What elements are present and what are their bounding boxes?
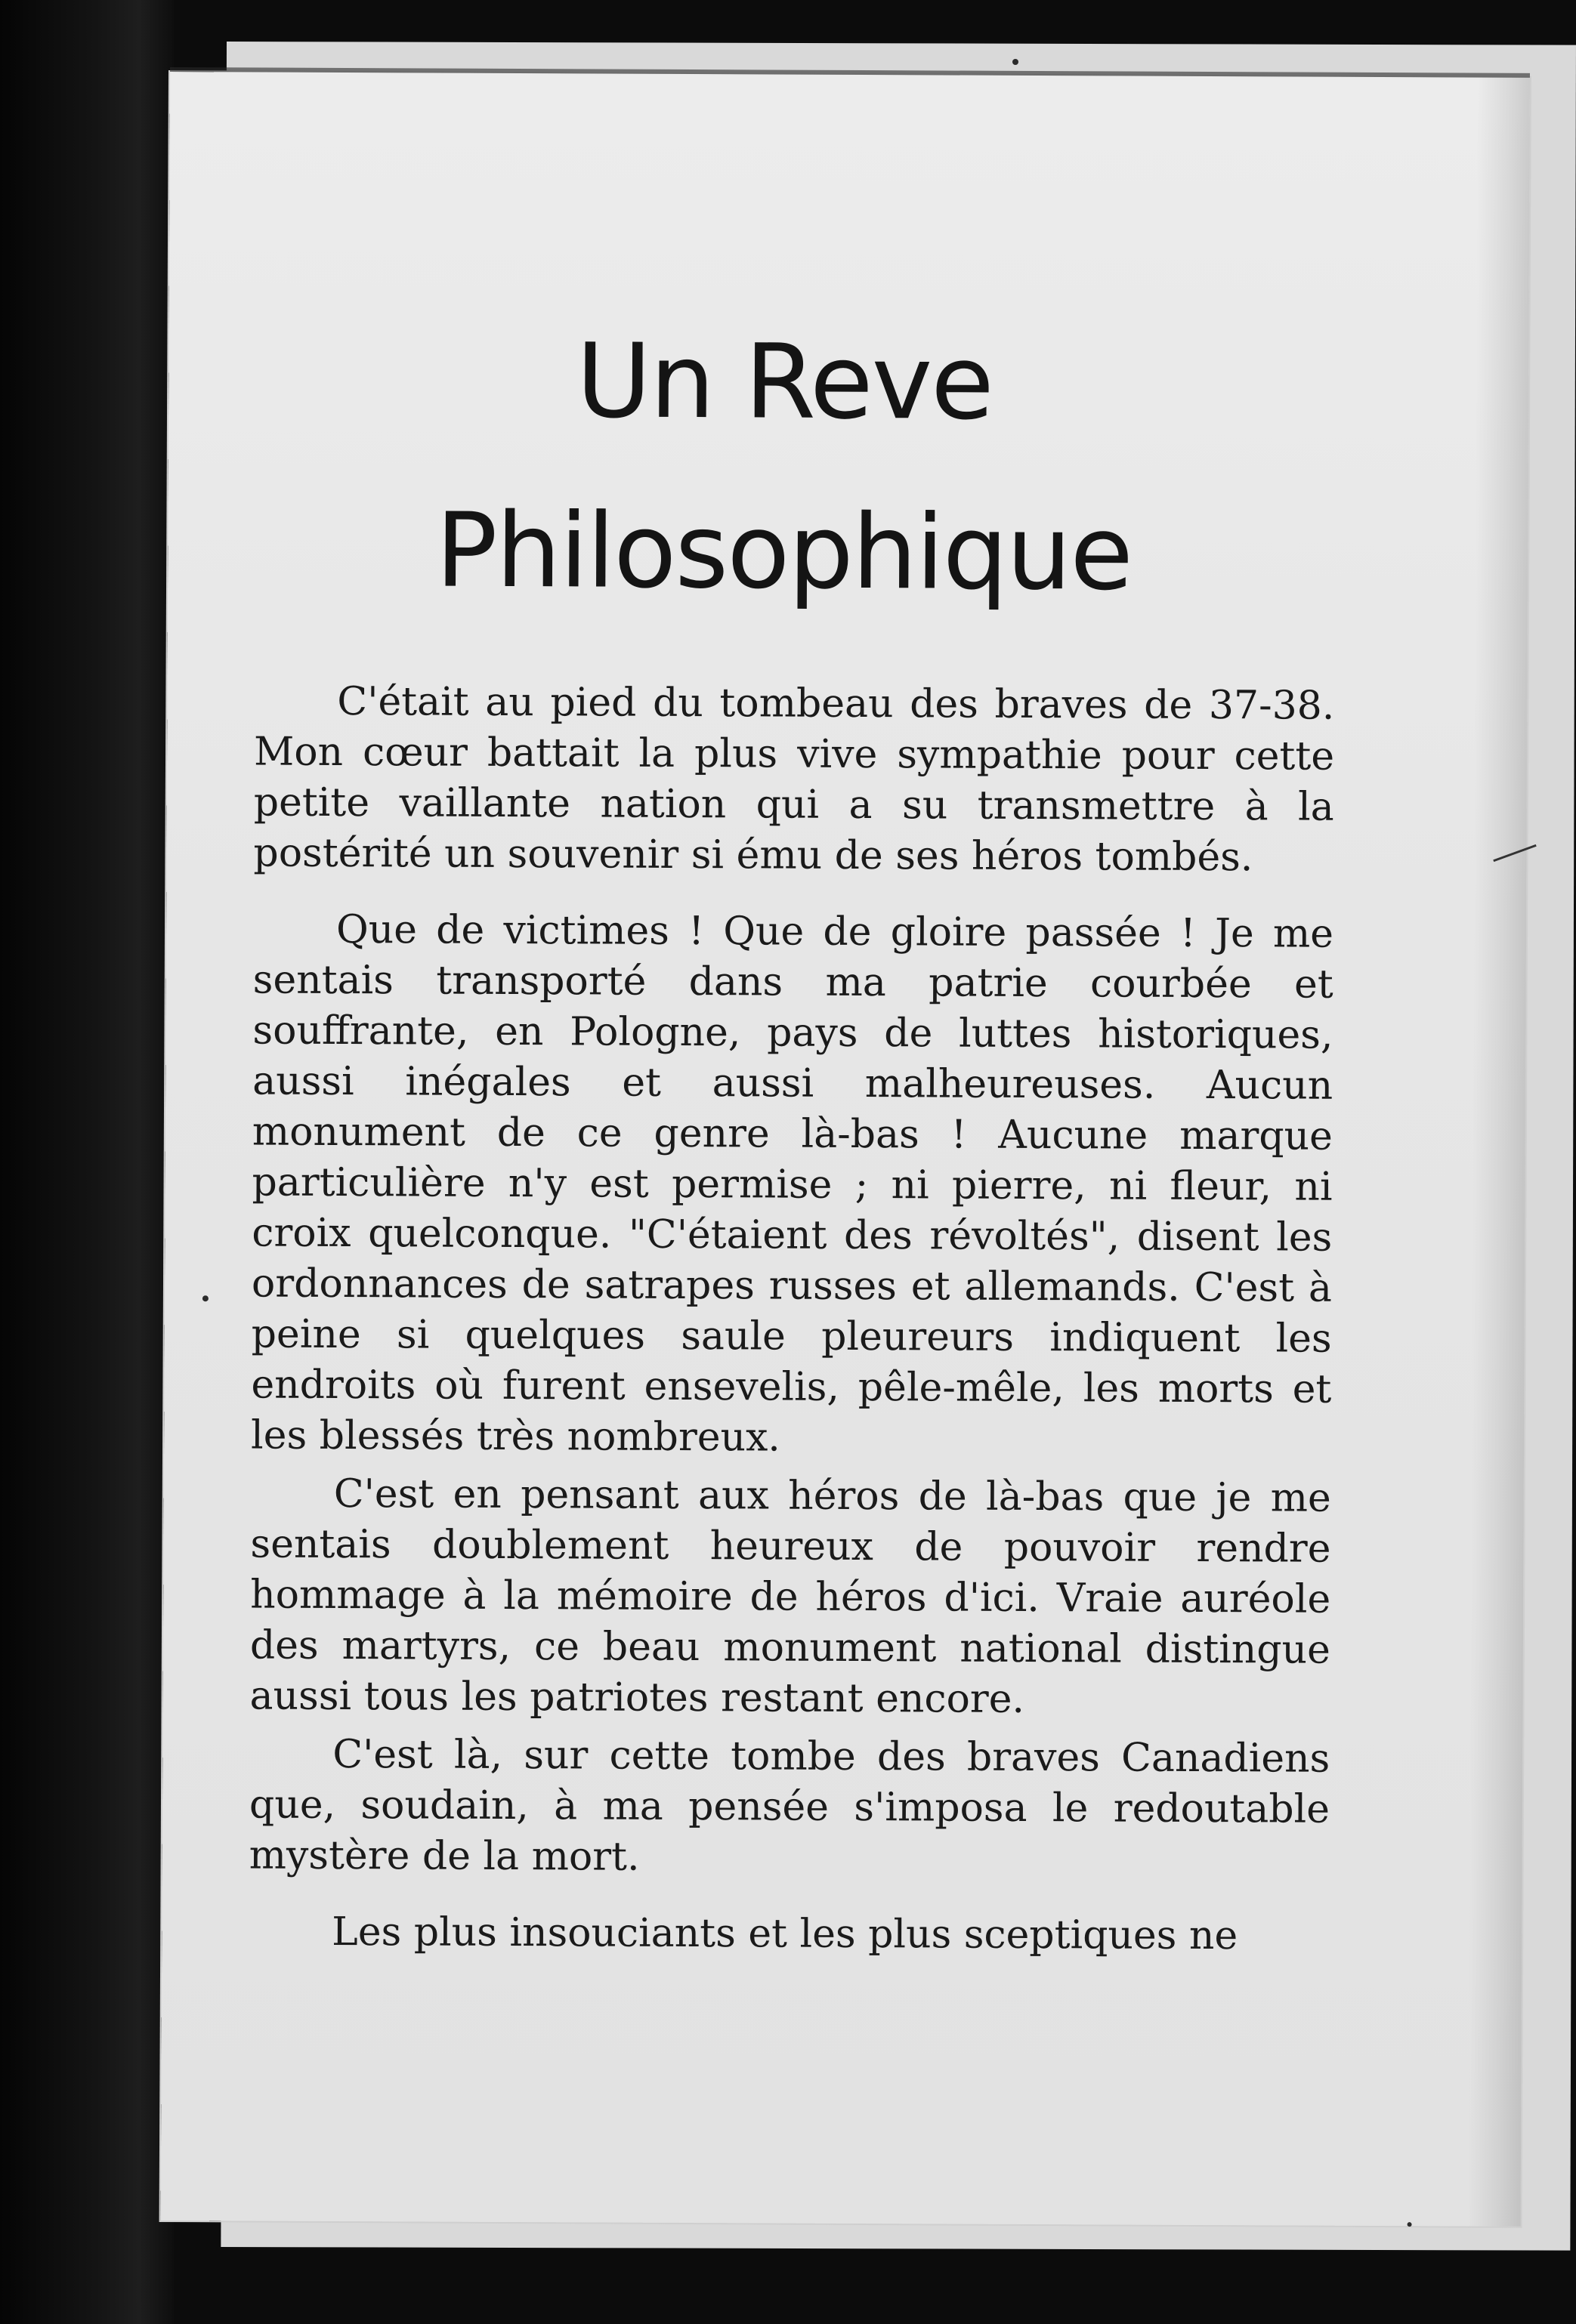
page-fold-shadow xyxy=(1468,78,1530,2227)
title-line-2: Philosophique xyxy=(435,491,1133,614)
paragraph-2: Que de victimes ! Que de gloire passée ! Je me sentais transporté dans ma patrie courbée et souffrante, en Pologne, pays de luttes historiques, aussi inégales et aussi malheureuses. Aucun monument de ce genre là-bas ! Aucune marque particulière n'y est permise ; ni pierre, ni fleur, ni croix quelconque. "C'étaient des révoltés", disent les ordonnances de satrapes russes et allemands. C'est à peine si quelques saule pleureurs indiquent les endroits où furent ensevelis, pêle-mêle, les morts et les blessés très nombreux. xyxy=(250,906,1334,1461)
document-page xyxy=(161,72,1530,2227)
scan-speck xyxy=(1408,2222,1412,2227)
title-line-1: Un Reve xyxy=(576,322,993,443)
body-text xyxy=(249,676,1334,1961)
scan-speck xyxy=(202,1295,209,1301)
scan-left-margin xyxy=(0,0,174,2324)
paragraph-3: C'est en pensant aux héros de là-bas que je me sentais doublement heureux de pouvoir rendre hommage à la mémoire de héros d'ici. Vraie auréole des martyrs, ce beau monument national distingue aussi tous les patriotes restant encore. xyxy=(249,1471,1331,1722)
paragraph-5: Les plus insouciants et les plus sceptiques ne xyxy=(332,1909,1238,1959)
paragraph-4: C'est là, sur cette tombe des braves Canadiens que, soudain, à ma pensée s'imposa le redoutable mystère de la mort. xyxy=(249,1731,1330,1880)
scan-speck xyxy=(1012,59,1018,65)
paragraph-1: C'était au pied du tombeau des braves de 37-38. Mon cœur battait la plus vive sympathie pour cette petite vaillante nation qui a su transmettre à la postérité un souvenir si ému de ses héros tombés. xyxy=(253,678,1335,881)
